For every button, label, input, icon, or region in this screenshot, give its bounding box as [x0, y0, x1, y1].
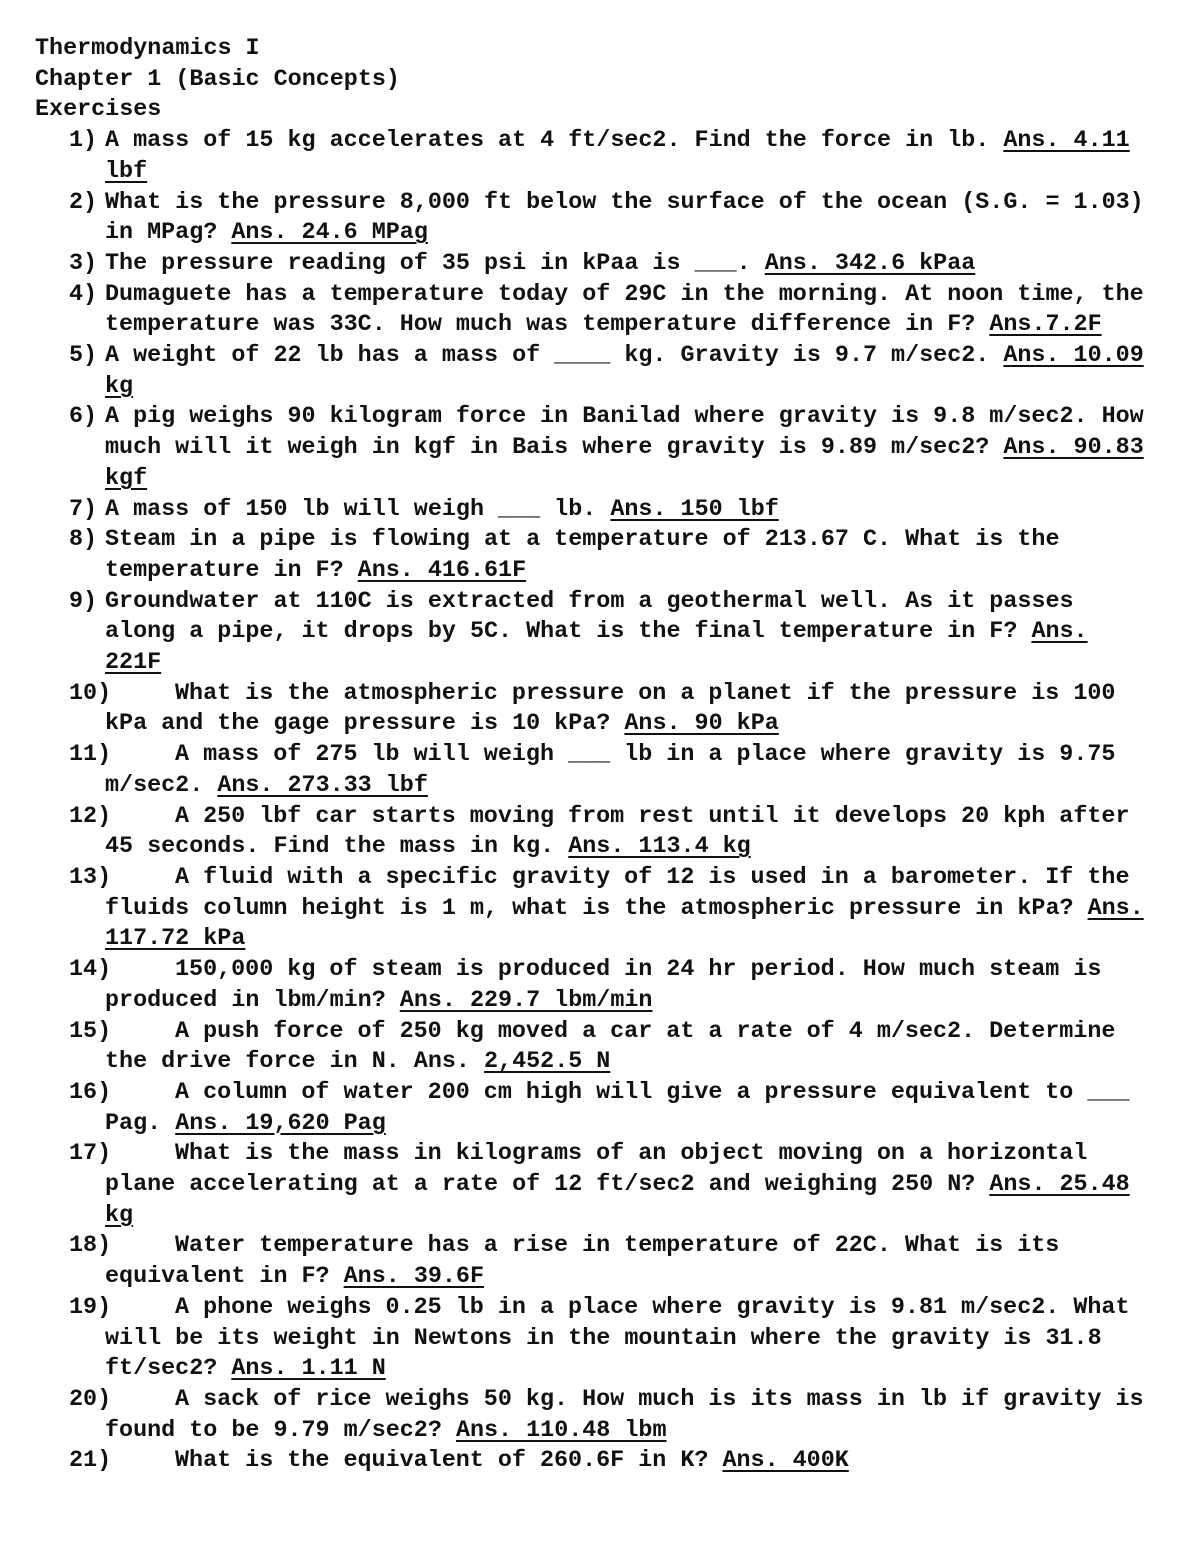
exercise-item — [35, 1231, 1155, 1292]
exercise-answer: Ans. 342.6 kPaa — [764, 250, 976, 277]
exercise-answer: Ans. 1.11 N — [231, 1356, 386, 1383]
exercise-item — [35, 402, 1155, 494]
exercise-question: A 250 lbf car starts moving from rest until it develops 20 kph after 45 seconds. Find the mass in kg. — [105, 803, 1130, 861]
exercise-number: 5) — [69, 343, 98, 370]
exercise-item — [35, 802, 1155, 863]
document-title: Thermodynamics I — [35, 36, 260, 62]
section-heading: Exercises — [35, 97, 162, 124]
exercise-number: 4) — [69, 281, 98, 308]
exercise-number: 9) — [69, 588, 98, 615]
exercise-number: 6) — [69, 404, 98, 431]
exercise-item — [35, 863, 1155, 955]
exercise-question: Water temperature has a rise in temperature of 22C. What is its equivalent in F? — [105, 1233, 1060, 1291]
exercise-item — [35, 280, 1155, 341]
exercise-question: A weight of 22 lb has a mass of ____ kg. Gravity is 9.7 m/sec2. — [105, 343, 990, 370]
exercise-number: 16) — [69, 1079, 112, 1106]
exercise-question: A mass of 150 lb will weigh ___ lb. — [105, 496, 597, 523]
exercise-number: 21) — [69, 1448, 112, 1475]
exercise-answer: Ans. 90 kPa — [624, 711, 779, 738]
exercise-answer: Ans. 113.4 kg — [568, 834, 751, 861]
exercise-number: 15) — [69, 1018, 112, 1045]
exercise-item — [35, 955, 1155, 1016]
exercise-item — [35, 495, 1155, 526]
exercise-question: Steam in a pipe is flowing at a temperature of 213.67 C. What is the temperature in F? — [105, 527, 1060, 584]
exercise-number: 14) — [69, 957, 112, 984]
exercise-answer: Ans.7.2F — [989, 312, 1102, 339]
exercise-question: A sack of rice weighs 50 kg. How much is its mass in lb if gravity is found to be 9.79 m/sec2? — [105, 1386, 1144, 1444]
document-page — [35, 34, 1155, 1477]
exercise-question: The pressure reading of 35 psi in kPaa is ___. — [105, 250, 751, 277]
exercise-answer: Ans. 150 lbf — [610, 496, 779, 523]
exercise-item — [35, 1078, 1155, 1139]
exercise-number: 10) — [69, 680, 112, 707]
exercise-item — [35, 1293, 1155, 1385]
exercise-number: 19) — [69, 1294, 112, 1321]
exercise-item — [35, 587, 1155, 679]
exercise-number: 7) — [69, 496, 98, 523]
exercise-question: A phone weighs 0.25 lb in a place where gravity is 9.81 m/sec2. What will be its weight in Newtons in the mountain where the gravity is 31.8 ft/sec2? — [105, 1294, 1130, 1383]
exercise-question: What is the pressure 8,000 ft below the surface of the ocean (S.G. = 1.03) in MPag? — [105, 189, 1144, 247]
exercise-question: Groundwater at 110C is extracted from a geothermal well. As it passes along a pipe, it drops by 5C. What is the final temperature in F? — [105, 588, 1074, 646]
exercise-item — [35, 740, 1155, 801]
exercise-number: 12) — [69, 803, 112, 830]
exercise-answer: Ans. 229.7 lbm/min — [399, 987, 653, 1014]
exercise-answer: Ans. 39.6F — [343, 1264, 485, 1291]
exercise-number: 1) — [69, 128, 98, 155]
exercise-item — [35, 1017, 1155, 1078]
exercise-item — [35, 525, 1155, 586]
exercise-answer: Ans. 110.48 lbm — [455, 1417, 667, 1444]
exercise-answer: Ans. 10.09 kg — [105, 343, 1144, 400]
exercise-question: Dumaguete has a temperature today of 29C in the morning. At noon time, the temperature was 33C. How much was temperature difference in F? — [105, 281, 1144, 339]
exercise-answer: 2,452.5 N — [484, 1049, 611, 1076]
exercise-number: 2) — [69, 189, 98, 216]
exercise-answer: Ans. 24.6 MPag — [231, 220, 428, 247]
chapter-heading: Chapter 1 (Basic Concepts) — [35, 66, 400, 93]
exercise-answer: Ans. 416.61F — [357, 557, 527, 584]
exercise-item — [35, 1446, 1155, 1477]
exercise-question: A fluid with a specific gravity of 12 is used in a barometer. If the fluids column height is 1 m, what is the atmospheric pressure in kPa? — [105, 864, 1130, 922]
exercise-number: 13) — [69, 864, 112, 891]
exercise-item — [35, 341, 1155, 402]
exercise-item — [35, 1385, 1155, 1446]
exercise-answer: Ans. 273.33 lbf — [217, 772, 428, 799]
exercise-answer: Ans. 221F — [105, 619, 1088, 677]
exercise-item — [35, 126, 1155, 187]
exercise-list — [35, 126, 1155, 1477]
exercise-number: 8) — [69, 527, 98, 554]
exercise-answer: Ans. 25.48 kg — [105, 1172, 1130, 1229]
exercise-question: A mass of 15 kg accelerates at 4 ft/sec2. Find the force in lb. — [105, 128, 990, 155]
exercise-number: 20) — [69, 1386, 112, 1413]
exercise-answer: Ans. 400K — [722, 1448, 849, 1475]
exercise-question: A column of water 200 cm high will give a pressure equivalent to ___ Pag. — [105, 1079, 1130, 1137]
exercise-question: What is the equivalent of 260.6F in K? — [175, 1448, 709, 1475]
exercise-question: A pig weighs 90 kilogram force in Banilad where gravity is 9.8 m/sec2. How much will it weigh in kgf in Bais where gravity is 9.89 m/sec2? — [105, 404, 1144, 462]
exercise-item — [35, 249, 1155, 280]
exercise-answer: Ans. 117.72 kPa — [105, 895, 1144, 953]
exercise-answer: Ans. 90.83 kgf — [105, 435, 1144, 492]
exercise-number: 3) — [69, 250, 98, 277]
exercise-item — [35, 1139, 1155, 1231]
exercise-answer: Ans. 4.11 lbf — [105, 128, 1130, 185]
exercise-question: A mass of 275 lb will weigh ___ lb in a place where gravity is 9.75 m/sec2. — [105, 742, 1116, 799]
exercise-question: What is the mass in kilograms of an object moving on a horizontal plane accelerating at a rate of 12 ft/sec2 and weighing 250 N? — [105, 1141, 1088, 1199]
exercise-question: 150,000 kg of steam is produced in 24 hr period. How much steam is produced in lbm/min? — [105, 957, 1102, 1014]
exercise-item — [35, 679, 1155, 740]
exercise-answer: Ans. 19,620 Pag — [175, 1110, 386, 1137]
exercise-number: 18) — [69, 1233, 112, 1260]
exercise-number: 11) — [69, 742, 112, 769]
exercise-item — [35, 188, 1155, 249]
exercise-question: A push force of 250 kg moved a car at a rate of 4 m/sec2. Determine the drive force in N. Ans. — [105, 1018, 1116, 1076]
exercise-number: 17) — [69, 1141, 112, 1168]
exercise-question: What is the atmospheric pressure on a planet if the pressure is 100 kPa and the gage pressure is 10 kPa? — [105, 680, 1116, 738]
